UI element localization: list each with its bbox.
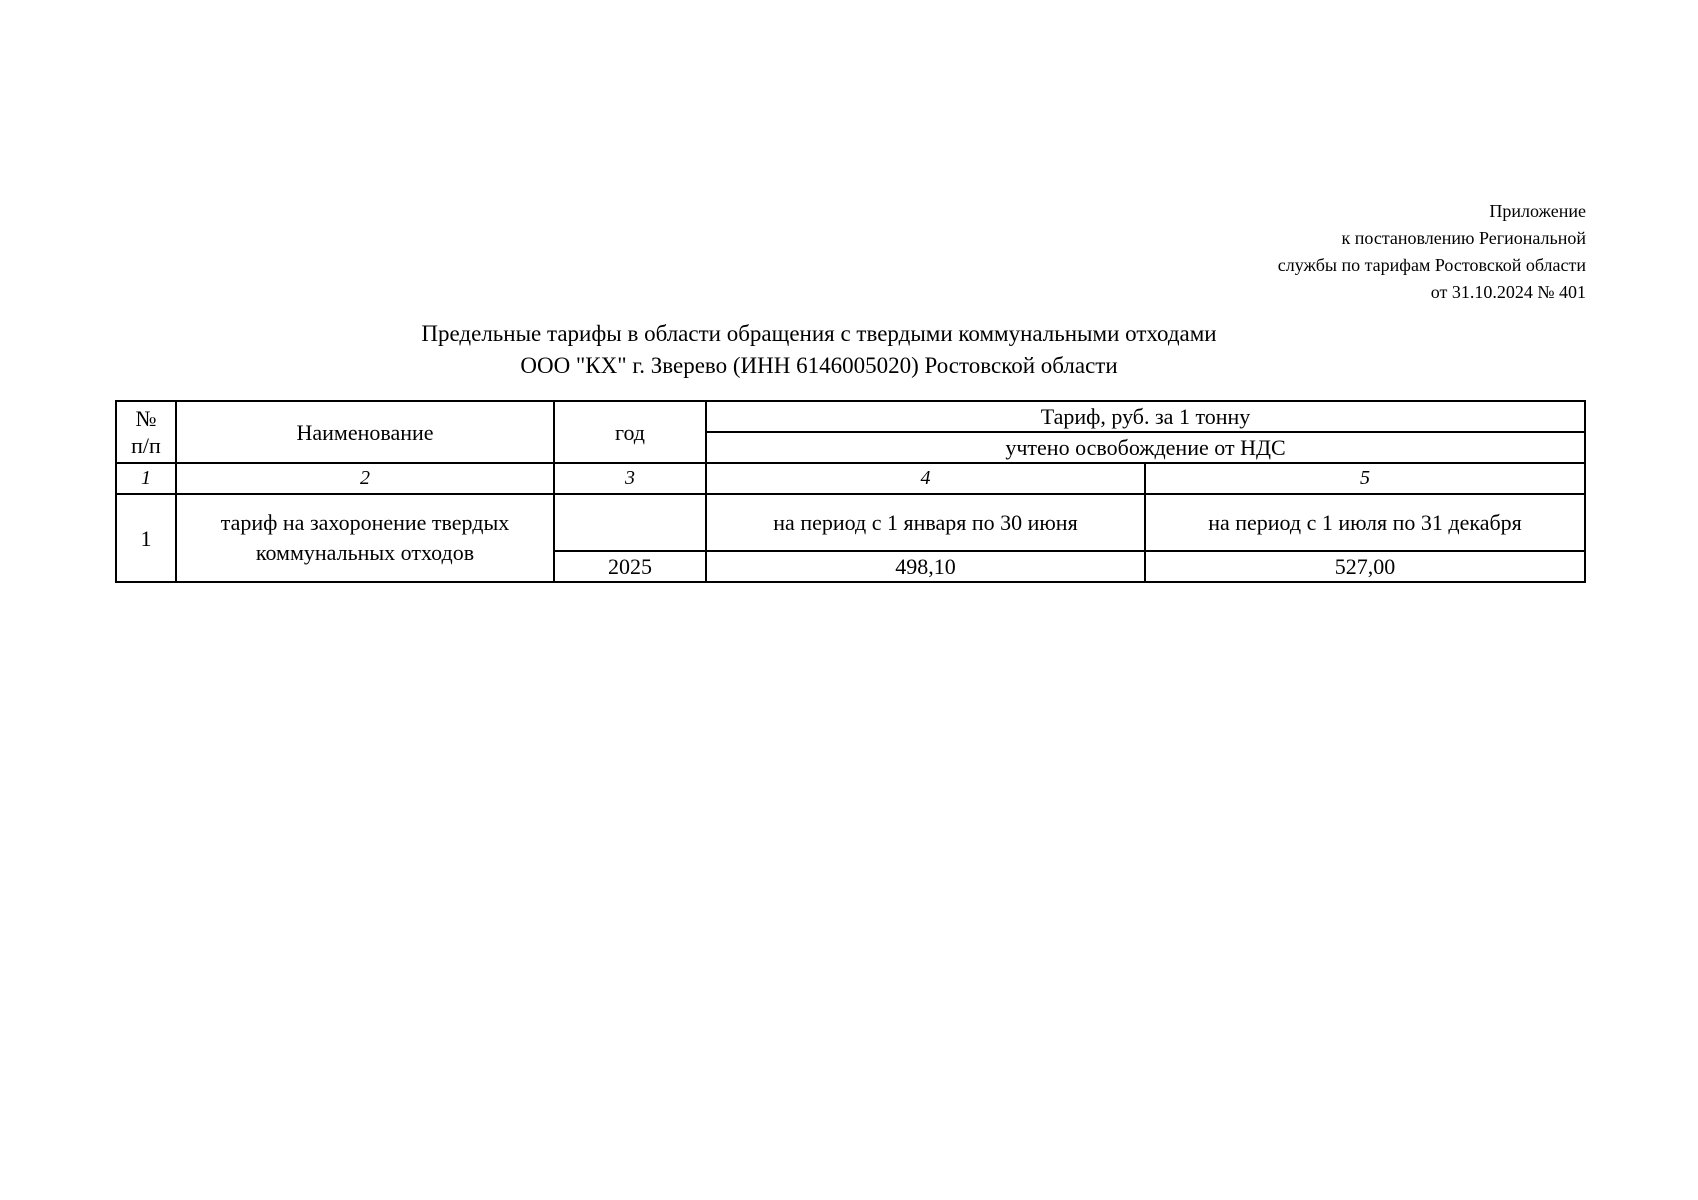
table-header-row <box>116 401 1585 432</box>
header-vat-note-cell: учтено освобождение от НДС <box>706 432 1585 463</box>
table-row <box>116 494 1585 551</box>
header-num-abbrev: п/п <box>131 433 161 458</box>
header-name-cell: Наименование <box>176 401 554 463</box>
row-period-2-cell: на период с 1 июля по 31 декабря <box>1145 494 1585 551</box>
header-num-cell <box>116 401 176 463</box>
appendix-block <box>1278 198 1586 306</box>
row-value-1-cell: 498,10 <box>706 551 1145 582</box>
column-number: 2 <box>176 463 554 494</box>
row-value-2-cell: 527,00 <box>1145 551 1585 582</box>
row-period-1-cell: на период с 1 января по 30 июня <box>706 494 1145 551</box>
row-year-cell: 2025 <box>554 551 706 582</box>
appendix-line-3: службы по тарифам Ростовской области <box>1277 255 1586 275</box>
appendix-line-2: к постановлению Региональной <box>1341 228 1586 248</box>
header-year-cell: год <box>554 401 706 463</box>
column-number: 5 <box>1145 463 1585 494</box>
header-num-symbol: № <box>135 406 157 431</box>
appendix-line-4: от 31.10.2024 № 401 <box>1430 282 1586 302</box>
document-title-line-2: ООО "КХ" г. Зверево (ИНН 6146005020) Ростовской области <box>520 353 1118 378</box>
row-name-line-2: коммунальных отходов <box>255 540 475 565</box>
row-num-cell: 1 <box>116 494 176 582</box>
row-name-line-1: тариф на захоронение твердых <box>220 510 510 535</box>
row-name-cell <box>176 494 554 582</box>
column-number-row <box>116 463 1585 494</box>
tariff-table <box>115 400 1586 583</box>
row-empty-year-cell <box>554 494 706 551</box>
column-number: 4 <box>706 463 1145 494</box>
column-number: 3 <box>554 463 706 494</box>
document-title-line-1: Предельные тарифы в области обращения с твердыми коммунальными отходами <box>421 321 1217 346</box>
appendix-line-1: Приложение <box>1489 201 1586 221</box>
document-title <box>0 318 1698 382</box>
header-tariff-cell: Тариф, руб. за 1 тонну <box>706 401 1585 432</box>
column-number: 1 <box>116 463 176 494</box>
